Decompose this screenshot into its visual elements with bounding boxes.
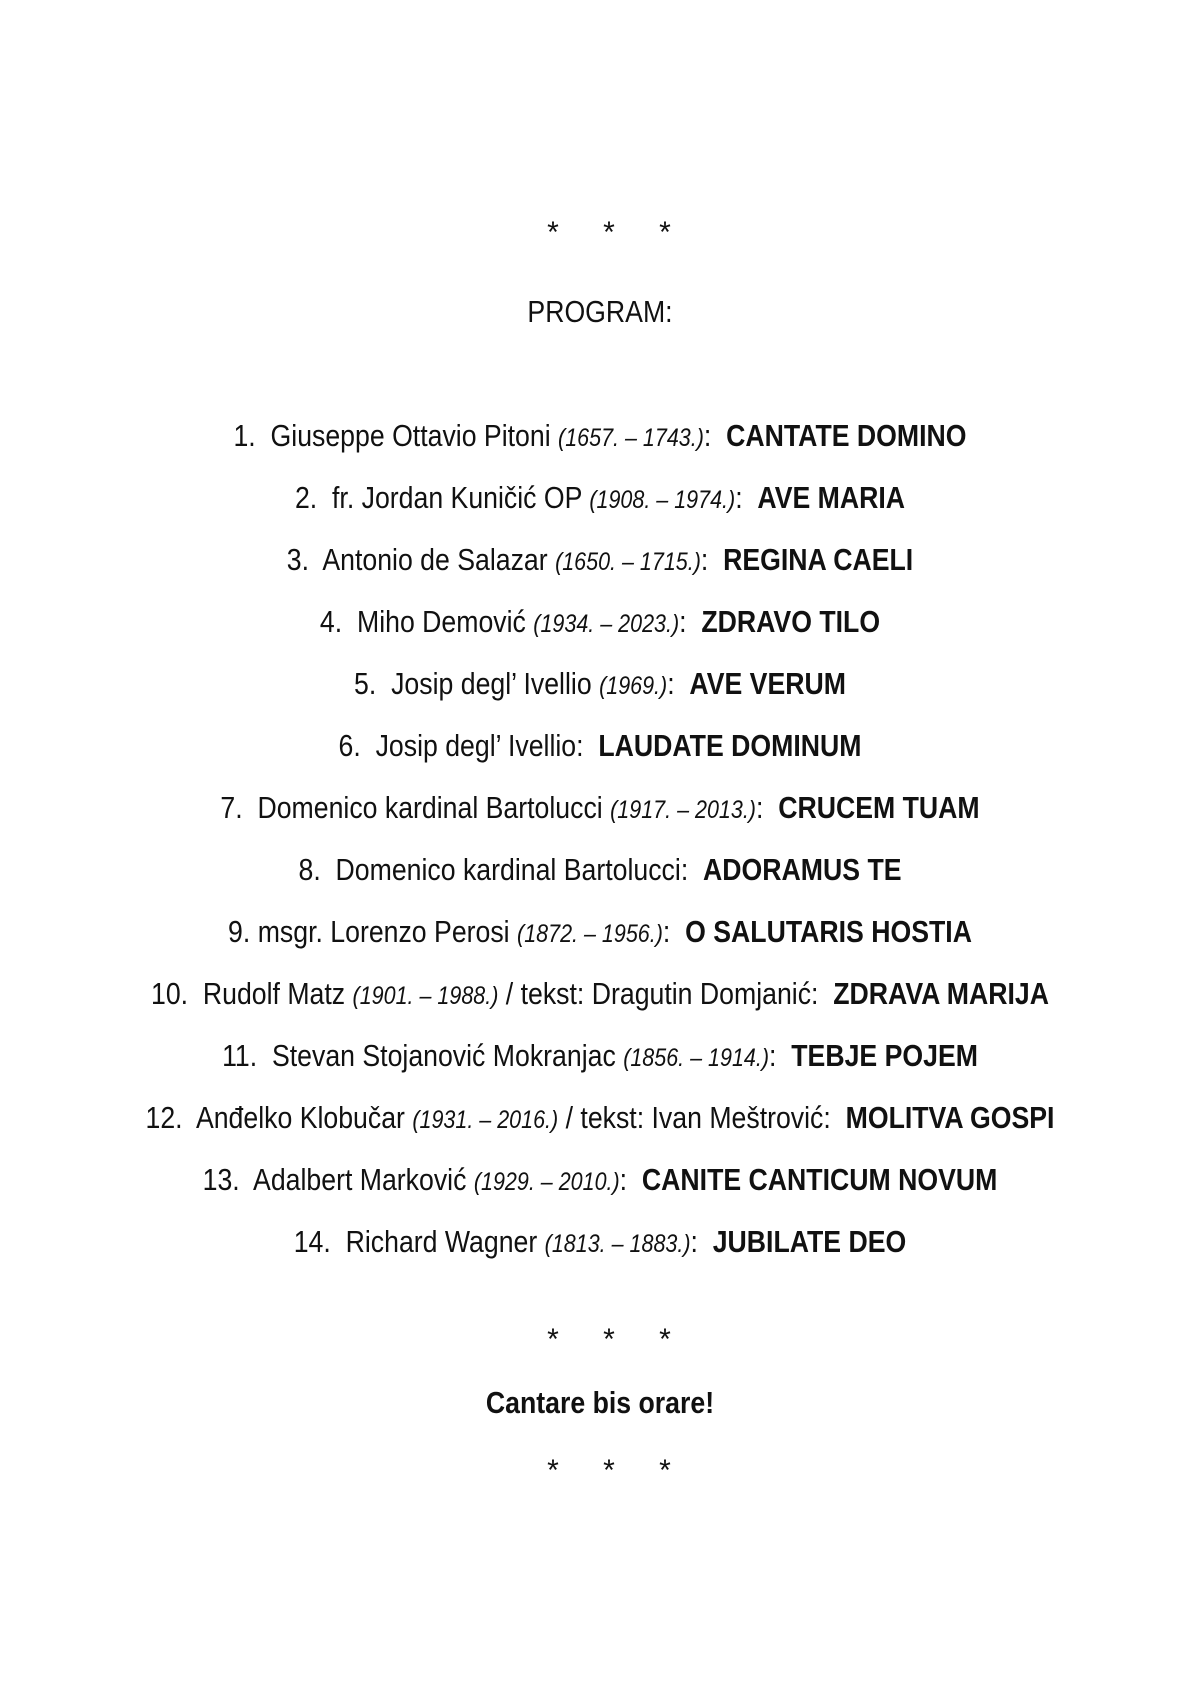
composer-name: Richard Wagner	[345, 1224, 538, 1259]
program-item: 11. Stevan Stojanović Mokranjac (1856. – 1914.): TEBJE POJEM	[222, 1038, 978, 1073]
composer-name: Stevan Stojanović Mokranjac	[271, 1038, 616, 1073]
program-item: 3. Antonio de Salazar (1650. – 1715.): REGINA CAELI	[286, 542, 914, 577]
separator-middle: * * *	[547, 1323, 689, 1356]
item-number: 11.	[222, 1038, 258, 1073]
item-number: 7.	[220, 790, 243, 825]
work-title: ADORAMUS TE	[703, 852, 902, 887]
composer-name: Miho Demović	[356, 604, 526, 639]
program-item: 2. fr. Jordan Kuničić OP (1908. – 1974.): AVE MARIA	[294, 480, 906, 515]
item-number: 1.	[233, 418, 256, 453]
program-list	[0, 418, 1200, 1286]
program-item: 8. Domenico kardinal Bartolucci: ADORAMUS TE	[298, 852, 902, 887]
lyricist: / tekst: Dragutin Domjanić	[505, 976, 812, 1011]
work-title: CRUCEM TUAM	[778, 790, 980, 825]
work-title: CANTATE DOMINO	[726, 418, 967, 453]
program-item: 4. Miho Demović (1934. – 2023.): ZDRAVO TILO	[319, 604, 881, 639]
composer-name: fr. Jordan Kuničić OP	[332, 480, 582, 515]
program-item: 7. Domenico kardinal Bartolucci (1917. – 2013.): CRUCEM TUAM	[220, 790, 980, 825]
work-title: O SALUTARIS HOSTIA	[685, 914, 972, 949]
work-title: REGINA CAELI	[723, 542, 914, 577]
item-number: 10.	[150, 976, 189, 1011]
item-number: 3.	[286, 542, 310, 577]
composer-years: (1872. – 1956.)	[517, 920, 663, 948]
program-item: 10. Rudolf Matz (1901. – 1988.) / tekst: Dragutin Domjanić: ZDRAVA MARIJA	[150, 976, 1050, 1011]
composer-name: Josip degl’ Ivellio	[375, 728, 577, 763]
work-title: MOLITVA GOSPI	[845, 1100, 1055, 1135]
composer-years: (1650. – 1715.)	[555, 548, 701, 576]
work-title: AVE VERUM	[689, 666, 846, 701]
work-title: ZDRAVO TILO	[701, 604, 881, 639]
item-number: 8.	[298, 852, 321, 887]
work-title: ZDRAVA MARIJA	[833, 976, 1050, 1011]
composer-name: Rudolf Matz	[202, 976, 346, 1011]
composer-name: Anđelko Klobučar	[195, 1100, 405, 1135]
composer-years: (1901. – 1988.)	[352, 982, 499, 1010]
composer-years: (1969.)	[599, 672, 668, 700]
program-item: 13. Adalbert Marković (1929. – 2010.): CANITE CANTICUM NOVUM	[202, 1162, 998, 1197]
composer-years: (1931. – 2016.)	[412, 1106, 559, 1134]
program-item: 1. Giuseppe Ottavio Pitoni (1657. – 1743.): CANTATE DOMINO	[233, 418, 967, 453]
work-title: JUBILATE DEO	[712, 1224, 907, 1259]
separator-bottom: * * *	[547, 1454, 689, 1487]
item-number: 4.	[319, 604, 343, 639]
composer-name: Antonio de Salazar	[322, 542, 548, 577]
item-number: 2.	[294, 480, 318, 515]
program-item: 12. Anđelko Klobučar (1931. – 2016.) / tekst: Ivan Meštrović: MOLITVA GOSPI	[145, 1100, 1055, 1135]
separator-top: * * *	[547, 216, 689, 249]
work-title: TEBJE POJEM	[791, 1038, 978, 1073]
program-item: 9. msgr. Lorenzo Perosi (1872. – 1956.): O SALUTARIS HOSTIA	[228, 914, 972, 949]
composer-name: Domenico kardinal Bartolucci	[257, 790, 603, 825]
motto: Cantare bis orare!	[485, 1385, 715, 1420]
work-title: LAUDATE DOMINUM	[598, 728, 862, 763]
composer-name: msgr. Lorenzo Perosi	[257, 914, 510, 949]
work-title: CANITE CANTICUM NOVUM	[641, 1162, 998, 1197]
item-number: 5.	[354, 666, 377, 701]
composer-years: (1908. – 1974.)	[589, 486, 736, 514]
composer-name: Giuseppe Ottavio Pitoni	[270, 418, 551, 453]
composer-name: Josip degl’ Ivellio	[391, 666, 592, 701]
lyricist: / tekst: Ivan Meštrović	[565, 1100, 824, 1135]
item-number: 6.	[338, 728, 361, 763]
composer-years: (1929. – 2010.)	[473, 1168, 620, 1196]
composer-name: Domenico kardinal Bartolucci	[335, 852, 681, 887]
item-number: 14.	[293, 1224, 331, 1259]
program-item: 5. Josip degl’ Ivellio (1969.): AVE VERUM	[354, 666, 846, 701]
composer-years: (1657. – 1743.)	[558, 424, 704, 452]
composer-years: (1917. – 2013.)	[610, 796, 756, 824]
item-number: 13.	[202, 1162, 240, 1197]
item-number: 9.	[228, 914, 251, 949]
program-heading: PROGRAM:	[527, 294, 673, 329]
composer-years: (1856. – 1914.)	[623, 1044, 770, 1072]
item-number: 12.	[145, 1100, 183, 1135]
program-item: 6. Josip degl’ Ivellio: LAUDATE DOMINUM	[338, 728, 862, 763]
composer-name: Adalbert Marković	[253, 1162, 467, 1197]
program-item: 14. Richard Wagner (1813. – 1883.): JUBILATE DEO	[293, 1224, 907, 1259]
composer-years: (1813. – 1883.)	[544, 1230, 691, 1258]
work-title: AVE MARIA	[757, 480, 906, 515]
composer-years: (1934. – 2023.)	[533, 610, 680, 638]
